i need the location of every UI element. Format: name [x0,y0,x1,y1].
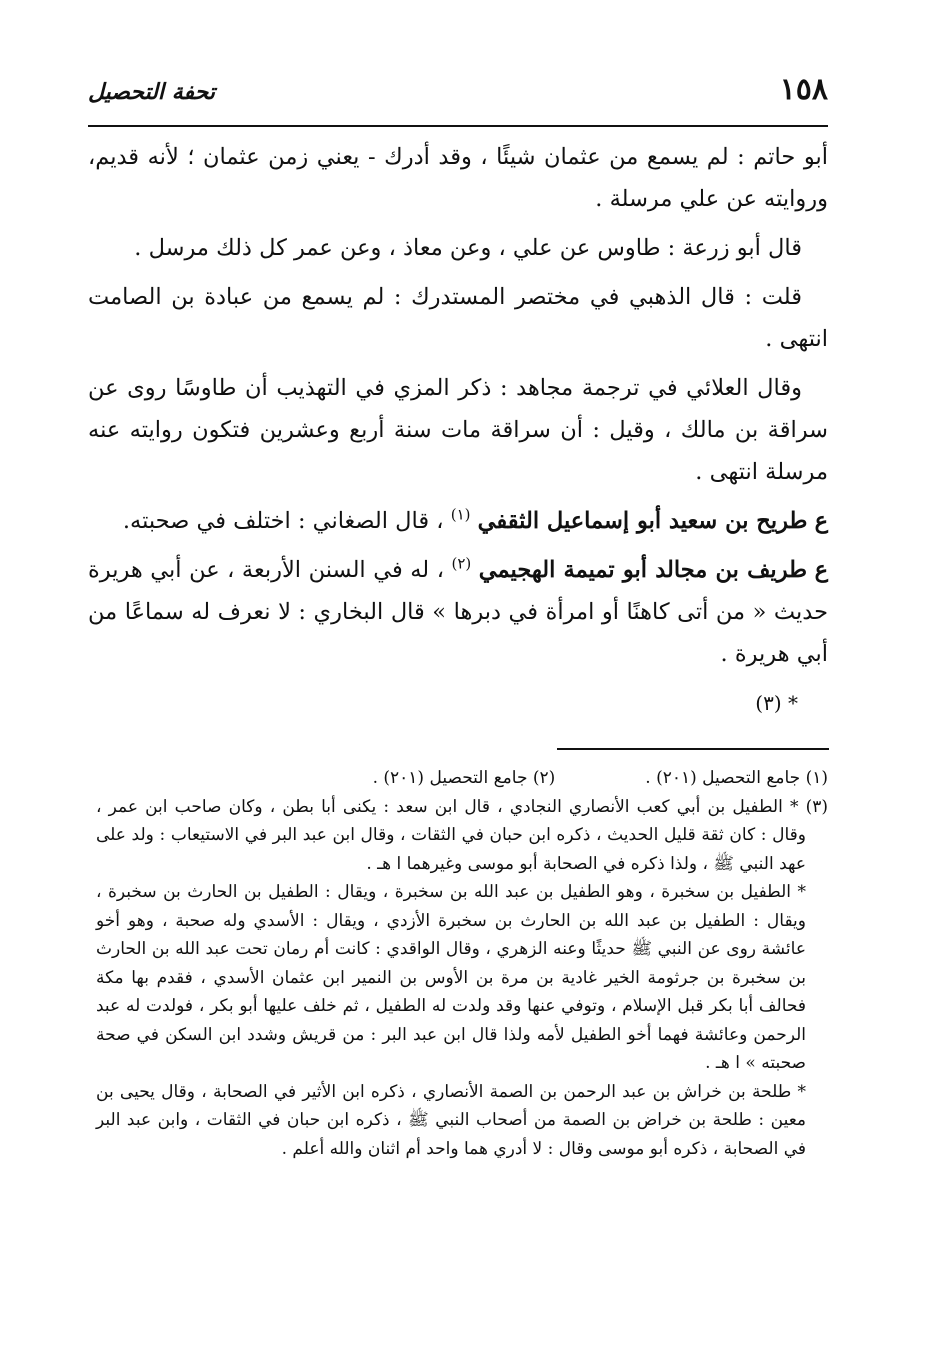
paragraph-abu-hatim: أبو حاتم : لم يسمع من عثمان شيئًا ، وقد أدرك - يعني زمن عثمان ؛ لأنه قديم، وروايته عن علي مرسلة . [88,144,828,212]
footnote-3-tufayl-ibn-abi-kab: (٣) * الطفيل بن أبي كعب الأنصاري النجادي ، قال ابن سعد : يكنى أبا بطن ، وكان صاحب ابن عمر ، وقال : كان ثقة قليل الحديث ، ذكره ابن حبان في الثقات ، وقال ابن عبد البر في الاستيعاب : ولد على عهد النبي ﷺ ، ولذا ذكره في الصحابة أبو موسى وغيرهما ا هـ . [96,796,828,874]
entry-text: ، له في السنن الأربعة ، عن أبي هريرة حديث « من أتى كاهنًا أو امرأة في دبرها » قال البخاري : لا نعرف له سماعًا من أبي هريرة . [88,557,828,667]
entry-marker: ع [814,557,828,583]
footnote-3 [96,793,828,1164]
footnote-1: (١) جامع التحصيل (٢٠١) . [645,768,828,788]
asterisk-footnote-ref: * (٣) [755,691,798,715]
entry-text: ، قال الصغاني : اختلف في صحبته. [122,508,444,534]
paragraph-dhahabi: قلت : قال الذهبي في مختصر المستدرك : لم يسمع من عبادة بن الصامت انتهى . [88,284,828,352]
footnote-ref: (٢) [451,554,472,573]
footnote-2: (٢) جامع التحصيل (٢٠١) . [372,768,556,788]
footnotes [96,764,828,1163]
footnote-divider [557,748,829,750]
entry-name: طريف بن مجالد أبو تميمة الهجيمي [478,557,808,583]
footnote-ref: (١) [450,505,471,524]
entry-name: طريح بن سعيد أبو إسماعيل الثقفي [477,508,808,534]
running-title: تحفة التحصيل [88,79,215,105]
entry-tarif [88,549,828,675]
page-number: ١٥٨ [779,72,828,107]
paragraph-alai: وقال العلائي في ترجمة مجاهد : ذكر المزي في التهذيب أن طاوسًا روى عن سراقة بن مالك ، وقيل : أن سراقة مات سنة أربع وعشرين فتكون روايته عنه مرسلة انتهى . [88,375,828,485]
entry-tarih [88,500,828,542]
main-text [88,136,828,731]
footnote-3-tufayl-ibn-sakhbara: * الطفيل بن سخبرة ، وهو الطفيل بن عبد الله بن سخبرة ، ويقال : الطفيل بن الحارث بن سخبرة ، ويقال : الطفيل بن عبد الله بن الحارث بن سخبرة الأزدي ، ويقال : الأسدي وله صحبة ، وهو أخو عائشة روى عن النبي ﷺ حديثًا وعنه الزهري ، وقال الواقدي : كانت أم رمان تحت عبد الله بن الحارث بن سخبرة بن جرثومة الخير غادية بن مرة بن الأوس بن النمير ابن عثمان الأسدي ، فقدم بها مكة فحالف أبا بكر قبل الإسلام ، وتوفي عنها وقد ولدت له الطفيل ، ثم خلف عليها أبو بكر ، فولدت له عبد الرحمن وعائشة فهما أخو الطفيل لأمه ولذا قال ابن عبد البر : من قريش وشدد ابن السكن في صحة صحبته » ا هـ . [96,882,806,1073]
paragraph-abu-zura: قال أبو زرعة : طاوس عن علي ، وعن معاذ ، وعن عمر كل ذلك مرسل . [134,235,802,261]
page-header [88,70,828,118]
footnote-refs-row [96,764,828,793]
header-divider [88,125,828,127]
entry-marker: ع [814,508,828,534]
footnote-3-talha-ibn-khirash: * طلحة بن خراش بن عبد الرحمن بن الصمة الأنصاري ، ذكره ابن الأثير في الصحابة ، وقال يحيى بن معين : طلحة بن خراض بن الصمة من أصحاب النبي ﷺ ، ذكره ابن حبان في الثقات ، وابن عبد البر في الصحابة ، ذكره أبو موسى وقال : لا أدري هما واحد أم اثنان والله أعلم . [96,1081,807,1159]
